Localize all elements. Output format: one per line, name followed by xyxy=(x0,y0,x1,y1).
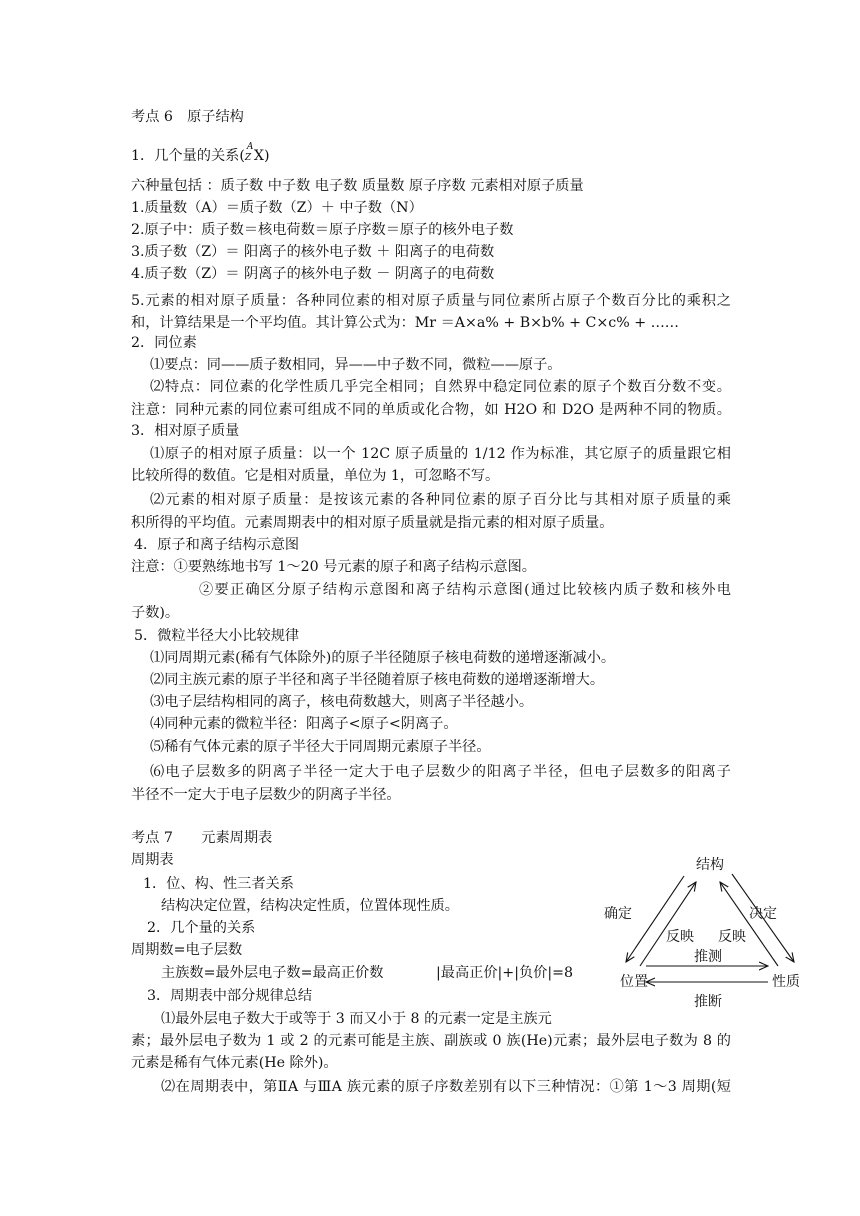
period-equals-shells: 周期数=电子层数 xyxy=(131,942,243,958)
relative-mass-point-1b: 比较所得的数值。它是相对质量，单位为 1，可忽略不写。 xyxy=(131,468,500,484)
node-structure: 结构 xyxy=(696,857,724,873)
node-position: 位置 xyxy=(620,974,648,990)
arrow-structure-to-position xyxy=(626,876,684,962)
heading-isotopes: 2．同位素 xyxy=(131,335,197,351)
label-determine-left: 确定 xyxy=(604,906,632,922)
radius-rule-3: ⑶电子层结构相同的离子，核电荷数越大，则离子半径越小。 xyxy=(150,694,534,710)
isotope-point-1: ⑴要点：同——质子数相同，异——中子数不同，微粒——原子。 xyxy=(150,357,562,373)
line-mass-number: 1.质量数（A）＝质子数（Z）＋ 中子数（N） xyxy=(131,200,423,216)
radius-rule-6a: ⑹电子层数多的阴离子半径一定大于电子层数少的阳离子半径，但电子层数多的阳离子 xyxy=(150,764,731,780)
periodic-table-label: 周期表 xyxy=(131,852,174,868)
rule-summary-1a: ⑴最外层电子数大于或等于 3 而又小于 8 的元素一定是主族元 xyxy=(161,1011,552,1027)
line-anion-relation: 4.质子数（Z）＝ 阴离子的核外电子数 － 阴离子的电荷数 xyxy=(131,266,495,282)
label-infer-bottom: 推断 xyxy=(694,994,722,1010)
isotope-point-2: ⑵特点：同位素的化学性质几乎完全相同；自然界中稳定同位素的原子个数百分数不变。 xyxy=(150,379,731,395)
line-relative-mass-1: 5.元素的相对原子质量：各种同位素的相对原子质量与同位素所占原子个数百分比的乘积之 xyxy=(131,293,731,309)
structure-note-1: 注意：①要熟练地书写 1～20 号元素的原子和离子结构示意图。 xyxy=(131,559,536,575)
radius-rule-5: ⑸稀有气体元素的原子半径大于同周期元素原子半径。 xyxy=(150,739,491,755)
label-reflect-right: 反映 xyxy=(718,929,746,945)
rule-summary-2: ⑵在周期表中，第ⅡA 与ⅢA 族元素的原子序数差别有以下三种情况：①第 1～3 周期(短 xyxy=(161,1079,731,1095)
heading-structure-diagrams: 4．原子和离子结构示意图 xyxy=(134,537,300,553)
radius-rule-1: ⑴同周期元素(稀有气体除外)的原子半径随原子核电荷数的递增逐渐减小。 xyxy=(150,650,616,666)
heading-three-relations: 1．位、构、性三者关系 xyxy=(143,876,294,892)
arrow-property-to-structure xyxy=(720,882,778,966)
three-relations-text: 结构决定位置，结构决定性质，位置体现性质。 xyxy=(161,898,459,914)
relative-mass-point-2b: 积所得的平均值。元素周期表中的相对原子质量就是指元素的相对原子质量。 xyxy=(131,515,614,531)
line-six-quantities: 六种量包括 ：质子数 中子数 电子数 质量数 原子序数 元素相对原子质量 xyxy=(131,178,584,194)
label-infer-top: 推测 xyxy=(694,949,722,965)
rule-summary-1b: 素；最外层电子数为 1 或 2 的元素可能是主族、副族或 0 族(He)元素；最外层电子数为 8 的 xyxy=(131,1033,731,1049)
rule-summary-1c: 元素是稀有气体元素(He 除外)。 xyxy=(131,1055,338,1071)
section-6-title: 考点 6 原子结构 xyxy=(131,109,244,125)
heading-radius-rules: 5．微粒半径大小比较规律 xyxy=(134,628,300,644)
valence-sum-rule: |最高正价|+|负价|=8 xyxy=(436,965,574,981)
group-equals-valence: 主族数=最外层电子数=最高正价数 xyxy=(161,965,384,981)
label-determine-right: 决定 xyxy=(749,906,777,922)
relative-mass-point-2a: ⑵元素的相对原子质量：是按该元素的各种同位素的原子百分比与其相对原子质量的乘 xyxy=(150,492,731,508)
heading-quantity-relations-2: 2．几个量的关系 xyxy=(147,920,256,936)
label-reflect-left: 反映 xyxy=(666,929,694,945)
heading-relative-atomic-mass: 3．相对原子质量 xyxy=(131,423,240,439)
line-cation-relation: 3.质子数（Z）＝ 阳离子的核外电子数 ＋ 阳离子的电荷数 xyxy=(131,244,495,260)
isotope-note: 注意：同种元素的同位素可组成不同的单质或化合物，如 H2O 和 D2O 是两种不同的物质。 xyxy=(131,402,731,418)
line-atom-relation: 2.原子中：质子数＝核电荷数＝原子序数＝原子的核外电子数 xyxy=(131,222,514,238)
relative-mass-point-1a: ⑴原子的相对原子质量：以一个 12C 原子质量的 1/12 作为标准，其它原子的质量跟它相 xyxy=(150,446,731,462)
arrow-position-to-structure xyxy=(640,882,696,966)
radius-rule-2: ⑵同主族元素的原子半径和离子半径随着原子核电荷数的递增逐渐增大。 xyxy=(150,672,605,688)
radius-rule-6b: 半径不一定大于电子层数少的阴离子半径。 xyxy=(131,787,401,803)
structure-note-2a: ②要正确区分原子结构示意图和离子结构示意图(通过比较核内质子数和核外电 xyxy=(199,582,731,598)
radius-rule-4: ⑷同种元素的微粒半径：阳离子<原子<阴离子。 xyxy=(150,716,458,732)
node-property: 性质 xyxy=(772,974,800,990)
structure-note-2b: 子数)。 xyxy=(131,605,180,621)
heading-quantity-relations: 1．几个量的关系( A Z X) xyxy=(131,142,270,164)
heading-rules-summary: 3．周期表中部分规律总结 xyxy=(147,988,313,1004)
section-7-title: 考点 7 元素周期表 xyxy=(131,830,273,846)
nuclide-notation: A Z xyxy=(244,142,254,163)
line-relative-mass-2: 和，计算结果是一个平均值。其计算公式为：Mr ＝A×a% + B×b% + C×c% + …… xyxy=(131,315,679,331)
structure-position-property-diagram xyxy=(586,848,816,1016)
